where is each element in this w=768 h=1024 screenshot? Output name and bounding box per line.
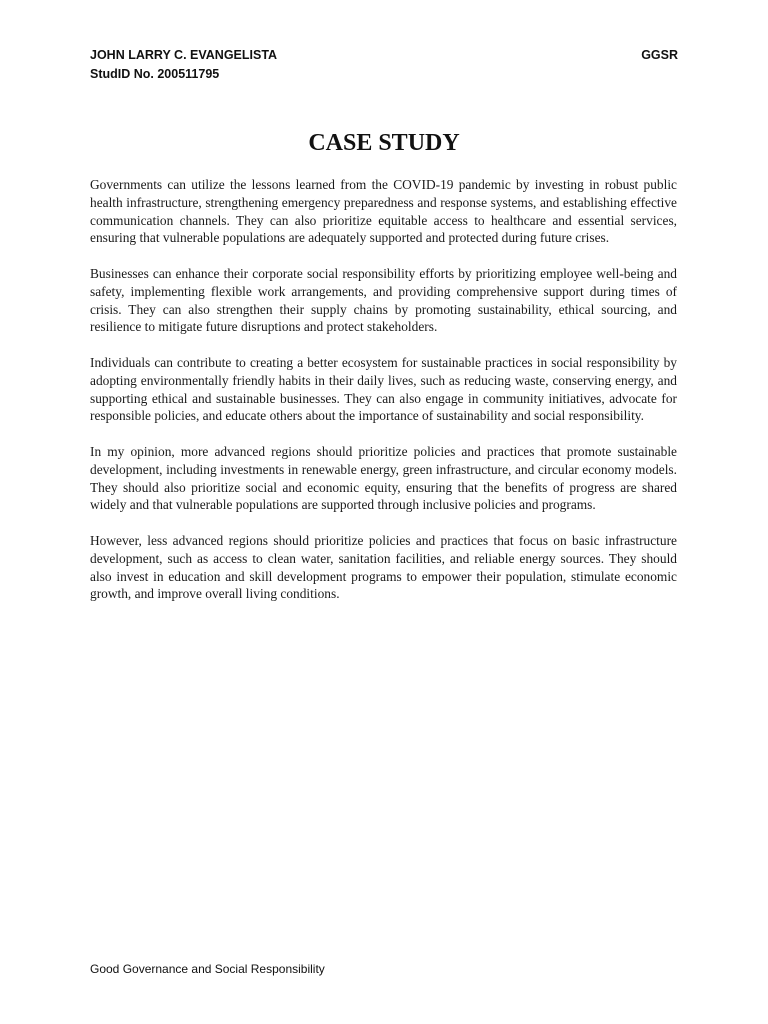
paragraph-less-advanced-regions: However, less advanced regions should prioritize policies and practices that focus on basic infrastructure development, such as access to clean water, sanitation facilities, and reliable energy sources. They should also invest in education and skill development programs to empower their population, stimulate economic growth, and improve overall living conditions. xyxy=(90,532,677,602)
paragraph-governments: Governments can utilize the lessons learned from the COVID-19 pandemic by investing in robust public health infrastructure, strengthening emergency preparedness and response systems, and establishing effective communication channels. They can also prioritize equitable access to healthcare and essential services, ensuring that vulnerable populations are adequately supported and protected during future crises. xyxy=(90,177,677,246)
student-id: StudID No. 200511795 xyxy=(90,67,220,81)
paragraph-businesses: Businesses can enhance their corporate social responsibility efforts by prioritizing employee well-being and safety, implementing flexible work arrangements, and providing comprehensive support during times of crisis. They can also strengthen their supply chains by promoting sustainability, ethical sourcing, and resilience to mitigate future disruptions and protect stakeholders. xyxy=(90,265,677,335)
paragraph-individuals: Individuals can contribute to creating a better ecosystem for sustainable practices in social responsibility by adopting environmentally friendly habits in their daily lives, such as reducing waste, conserving energy, and supporting ethical and sustainable businesses. They can also engage in community initiatives, advocate for responsible policies, and educate others about the importance of sustainability and social responsibility. xyxy=(90,354,677,424)
document-body xyxy=(90,176,677,621)
paragraph-advanced-regions: In my opinion, more advanced regions should prioritize policies and practices that promote sustainable development, including investments in renewable energy, green infrastructure, and circular economy models. They should also prioritize social and economic equity, ensuring that the benefits of progress are shared widely and that vulnerable populations are supported through inclusive policies and programs. xyxy=(90,443,677,513)
page-footer: Good Governance and Social Responsibility xyxy=(90,962,325,976)
page-title: CASE STUDY xyxy=(308,130,460,156)
author-block xyxy=(90,46,277,84)
author-name: JOHN LARRY C. EVANGELISTA xyxy=(90,48,278,62)
course-code: GGSR xyxy=(641,48,678,62)
